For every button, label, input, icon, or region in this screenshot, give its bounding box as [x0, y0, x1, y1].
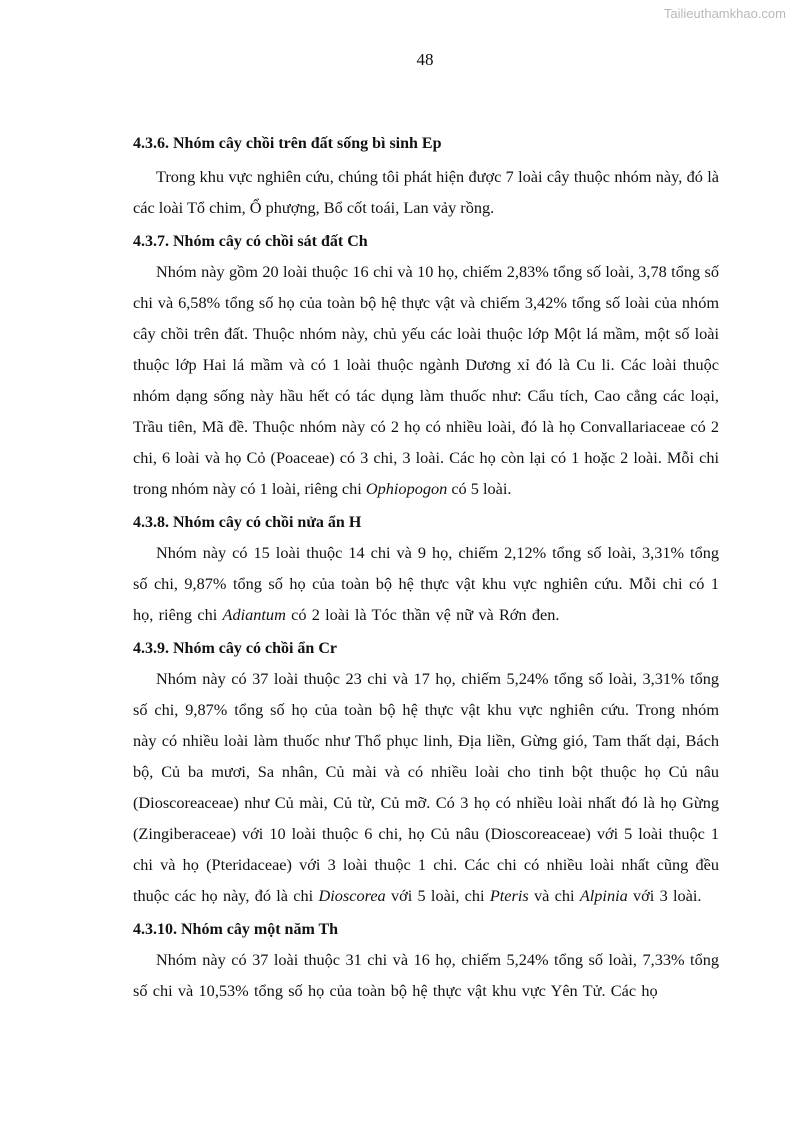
- text-run: với 5 loài, chi: [385, 886, 490, 905]
- text-run: và chi: [528, 886, 580, 905]
- section-heading-4-3-6: 4.3.6. Nhóm cây chồi trên đất sống bì sinh Ep: [133, 135, 442, 152]
- text-run: Nhóm này có 15 loài thuộc 14 chi và 9 họ, chiếm 2,12% tổng số loài, 3,31% tổng số chi, 9,87% tổng số họ của toàn bộ hệ thực vật khu vực nghiên cứu. Mỗi chi có 1 họ, riêng chi: [133, 543, 719, 624]
- section-heading-4-3-9: 4.3.9. Nhóm cây có chồi ẩn Cr: [133, 640, 337, 657]
- section-paragraph-4-3-9: [133, 663, 719, 911]
- section-paragraph-4-3-8: [133, 537, 719, 630]
- genus-name: Ophiopogon: [365, 479, 448, 498]
- genus-name: Dioscorea: [318, 886, 386, 905]
- page-number: 48: [416, 50, 434, 69]
- section-heading-4-3-10: 4.3.10. Nhóm cây một năm Th: [133, 921, 339, 938]
- section-paragraph-4-3-10: [133, 944, 719, 1006]
- section-heading-4-3-8: 4.3.8. Nhóm cây có chồi nửa ẩn H: [133, 514, 362, 531]
- text-run: với 3 loài.: [627, 886, 702, 905]
- text-run: Nhóm này gồm 20 loài thuộc 16 chi và 10 họ, chiếm 2,83% tổng số loài, 3,78 tổng số chi và 6,58% tổng số họ của toàn bộ hệ thực vật và chiếm 3,42% tổng số loài của nhóm cây chồi trên đất. Thuộc nhóm này, chủ yếu các loài thuộc lớp Một lá mầm, một số loài thuộc lớp Hai lá mầm và có 1 loài thuộc ngành Dương xỉ đó là Cu li. Các loài thuộc nhóm dạng sống này hầu hết có tác dụng làm thuốc như: Cẩu tích, Cao cẳng các loại, Trầu tiên, Mã đề. Thuộc nhóm này có 2 họ có nhiều loài, đó là họ Convallariaceae có 2 chi, 6 loài và họ Cỏ (Poaceae) có 3 chi, 3 loài. Các họ còn lại có 1 hoặc 2 loài. Mỗi chi trong nhóm này có 1 loài, riêng chi: [133, 262, 719, 498]
- text-run: Trong khu vực nghiên cứu, chúng tôi phát hiện được 7 loài cây thuộc nhóm này, đó là các loài Tổ chim, Ổ phượng, Bổ cốt toái, Lan vảy rồng.: [133, 167, 719, 217]
- text-run: có 2 loài là Tóc thần vệ nữ và Rớn đen.: [285, 605, 560, 624]
- text-run: Nhóm này có 37 loài thuộc 31 chi và 16 họ, chiếm 5,24% tổng số loài, 7,33% tổng số chi và 10,53% tổng số họ của toàn bộ hệ thực vật khu vực Yên Tử. Các họ: [133, 950, 719, 1000]
- section-paragraph-4-3-6: [133, 161, 719, 223]
- text-run: Nhóm này có 37 loài thuộc 23 chi và 17 họ, chiếm 5,24% tổng số loài, 3,31% tổng số chi, 9,87% tổng số họ của toàn bộ hệ thực vật khu vực nghiên cứu. Trong nhóm này có nhiều loài làm thuốc như Thổ phục linh, Địa liền, Gừng gió, Tam thất dại, Bách bộ, Củ ba mươi, Sa nhân, Củ mài và có nhiều loài cho tinh bột thuộc họ Củ nâu (Dioscoreaceae) như Củ mài, Củ từ, Củ mỡ. Có 3 họ có nhiều loài nhất đó là họ Gừng (Zingiberaceae) với 10 loài thuộc 6 chi, họ Củ nâu (Dioscoreaceae) với 5 loài thuộc 1 chi và họ (Pteridaceae) với 3 loài thuộc 1 chi. Các chi có nhiều loài nhất cũng đều thuộc các họ này, đó là chi: [133, 669, 719, 905]
- text-run: có 5 loài.: [447, 479, 512, 498]
- section-paragraph-4-3-7: [133, 256, 719, 504]
- watermark: Tailieuthamkhao.com: [663, 6, 786, 21]
- document-body: [133, 130, 719, 1011]
- genus-name: Pteris: [489, 886, 529, 905]
- genus-name: Alpinia: [579, 886, 628, 905]
- section-heading-4-3-7: 4.3.7. Nhóm cây có chồi sát đất Ch: [133, 233, 368, 250]
- genus-name: Adiantum: [222, 605, 286, 624]
